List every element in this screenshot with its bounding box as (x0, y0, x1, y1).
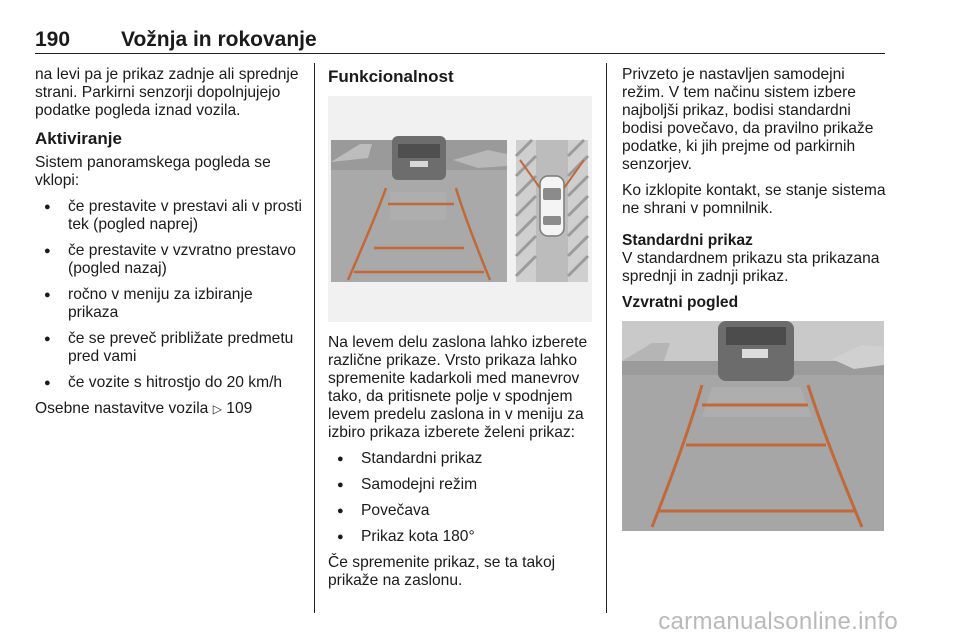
change-view-paragraph: Če spremenite prikaz, se ta takoj prikaže na zaslonu. (328, 554, 556, 589)
list-item: ● če vozite s hitrostjo do 20 km/h (35, 374, 303, 392)
section-heading-aktiviranje: Aktiviranje (35, 129, 122, 148)
own-car-icon (540, 176, 564, 236)
auto-mode-paragraph: Privzeto je nastavljen samodejni režim. V tem načinu sistem izbere najboljši prikaz, bodisi standardni bodisi povečavo, da pravilno prikaže podatke, ki jih prejme od parkirnih senzorjev. (622, 66, 874, 173)
panoramic-view-figure (328, 96, 592, 322)
watermark: carmanualsonline.info (658, 608, 898, 635)
subheading-standardni-prikaz: Standardni prikaz (622, 232, 753, 249)
ignition-paragraph: Ko izklopite kontakt, se stanje sistema ne shrani v pomnilnik. (622, 182, 886, 217)
list-item: ● Povečava (328, 502, 592, 520)
chapter-title: Vožnja in rokovanje (121, 28, 317, 51)
top-down-view (516, 140, 588, 282)
column-left (35, 66, 303, 426)
list-item: ● Samodejni režim (328, 476, 592, 494)
intro-paragraph: na levi pa je prikaz zadnje ali sprednje strani. Parkirni senzorji dopolnjujejo podatke pogleda iznad vozila. (35, 66, 299, 119)
page-number: 190 (35, 28, 71, 51)
standard-view-paragraph: V standardnem prikazu sta prikazana sprednji in zadnji prikaz. (622, 250, 880, 285)
activation-lead: Sistem panoramskega pogleda se vklopi: (35, 154, 271, 189)
settings-reference[interactable] (35, 400, 303, 418)
column-divider-1 (314, 63, 315, 613)
view-options-list (328, 450, 592, 546)
settings-reference-page[interactable]: 109 (226, 400, 253, 417)
function-paragraph: Na levem delu zaslona lahko izberete različne prikaze. Vrsto prikaza lahko spremenite kadarkoli med manevrov tako, da pritisnete polje v spodnjem levem predelu zaslona in v meniju za izbiro prikaza izberete želeni prikaz: (328, 334, 588, 441)
list-item: ● Standardni prikaz (328, 450, 592, 468)
list-item: ● Prikaz kota 180° (328, 528, 592, 546)
rear-view-figure (622, 321, 884, 531)
activation-list (35, 198, 303, 392)
page-header (35, 28, 885, 54)
column-right (622, 66, 888, 531)
column-divider-2 (606, 63, 607, 613)
list-item: ● če se preveč približate predmetu pred vami (35, 330, 303, 366)
header-rule (35, 53, 885, 54)
list-item: ● ročno v meniju za izbiranje prikaza (35, 286, 303, 322)
section-heading-funkcionalnost: Funkcionalnost (328, 67, 454, 86)
list-item: ● če prestavite v prestavi ali v prosti tek (pogled naprej) (35, 198, 303, 234)
standard-camera-view (331, 136, 507, 282)
subheading-vzvratni-pogled: Vzvratni pogled (622, 294, 739, 311)
list-item: ● če prestavite v vzvratno prestavo (pogled nazaj) (35, 242, 303, 278)
settings-reference-text: Osebne nastavitve vozila (35, 400, 209, 417)
column-middle (328, 66, 592, 598)
page-reference-icon: ▷ (212, 402, 222, 416)
